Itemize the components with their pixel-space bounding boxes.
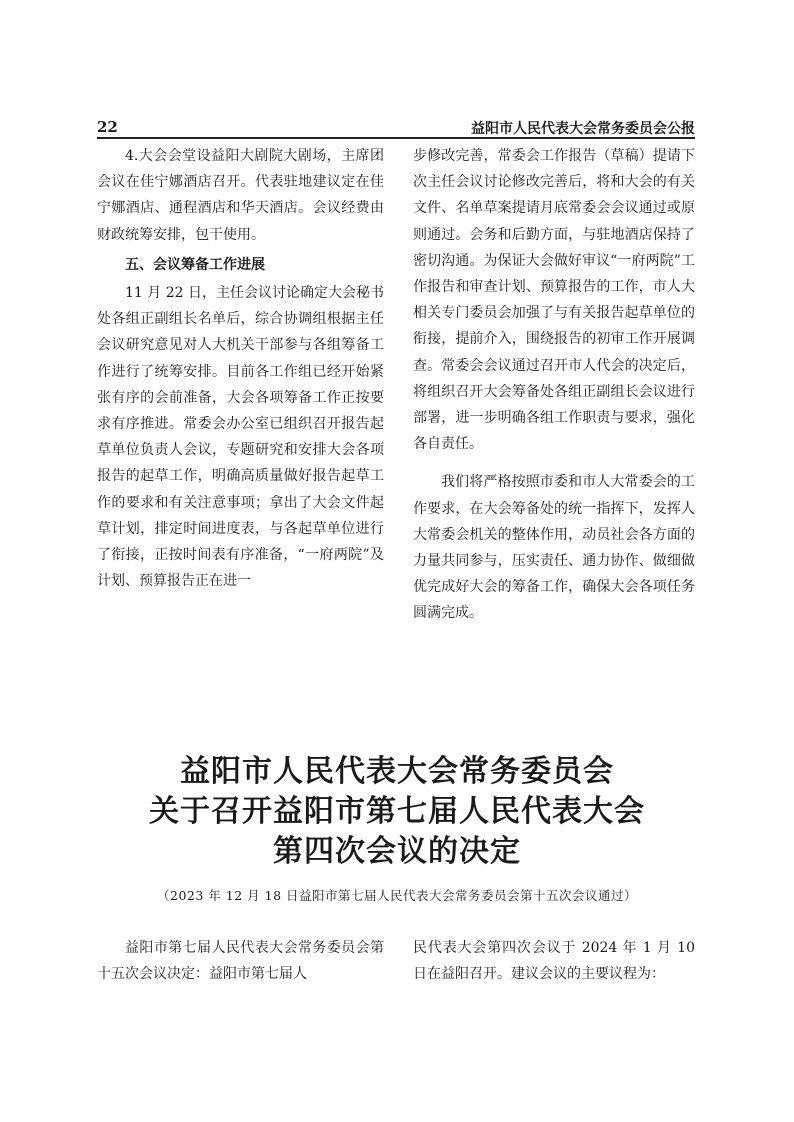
- decision-paragraph-right: 民代表大会第四次会议于 2024 年 1 月 10 日在益阳召开。建议会议的主要议程为：: [413, 940, 695, 983]
- paragraph-closing: 我们将严格按照市委和市人大常委会的工作要求，在大会筹备处的统一指挥下，发挥人大常委会机关的整体作用，动员社会各方面的力量共同参与，压实责任、通力协作、做细做优完成好大会的筹备工作，确保大会各项任务圆满完成。: [413, 474, 695, 622]
- decision-title-line-3: 第四次会议的决定: [273, 834, 521, 869]
- decision-body-left: [97, 935, 384, 987]
- left-column: [97, 143, 384, 594]
- decision-title-line-1: 益阳市人民代表大会常务委员会: [180, 754, 614, 789]
- decision-title-block: [60, 752, 734, 904]
- journal-title: 益阳市人民代表大会常务委员会公报: [471, 121, 695, 137]
- decision-subtitle: （2023 年 12 月 18 日益阳市第七届人民代表大会常务委员会第十五次会议通过）: [157, 888, 637, 903]
- paragraph-progress-continued: 步修改完善，常委会工作报告（草稿）提请下次主任会议讨论修改完善后，将和大会的有关文件、名单草案提请月底常委会会议通过或原则通过。会务和后勤方面，与驻地酒店保持了密切沟通。为保证大会做好审议“一府两院”工作报告和审查计划、预算报告的工作，市人大相关专门委员会加强了与有关报告起草单位的衔接，提前介入，围绕报告的初审工作开展调查。常委会会议通过召开市人代会的决定后，将组织召开大会筹备处各组正副组长会议进行部署，进一步明确各组工作职责与要求，强化各自责任。: [413, 148, 695, 453]
- decision-paragraph-left: 益阳市第七届人民代表大会常务委员会第十五次会议决定：益阳市第七届人: [97, 940, 384, 983]
- right-column: [413, 143, 695, 627]
- page-number: 22: [97, 118, 118, 136]
- section-heading: 五、会议筹备工作进展: [125, 256, 265, 273]
- decision-title-line-2: 关于召开益阳市第七届人民代表大会: [149, 794, 645, 829]
- paragraph-progress: 11 月 22 日，主任会议讨论确定大会秘书处各组正副组长名单后，综合协调组根据主任会议研究意见对人大机关干部参与各组筹备工作进行了统筹安排。目前各工作组已经开始紧张有序的会前准备，大会各项筹备工作正按要求有序推进。常委会办公室已组织召开报告起草单位负责人会议，专题研究和安排大会各项报告的起草工作，明确高质量做好报告起草工作的要求和有关注意事项；拿出了大会文件起草计划，排定时间进度表，与各起草单位进行了衔接，正按时间表有序准备，“一府两院”及计划、预算报告正在进一: [97, 285, 384, 590]
- header-rule: [97, 137, 695, 139]
- paragraph-venue: 4.大会会堂设益阳大剧院大剧场，主席团会议在佳宁娜酒店召开。代表驻地建议定在佳宁娜酒店、通程酒店和华天酒店。会议经费由财政统筹安排，包干使用。: [97, 148, 384, 243]
- page-header: [97, 118, 695, 138]
- decision-body-right: [413, 935, 695, 987]
